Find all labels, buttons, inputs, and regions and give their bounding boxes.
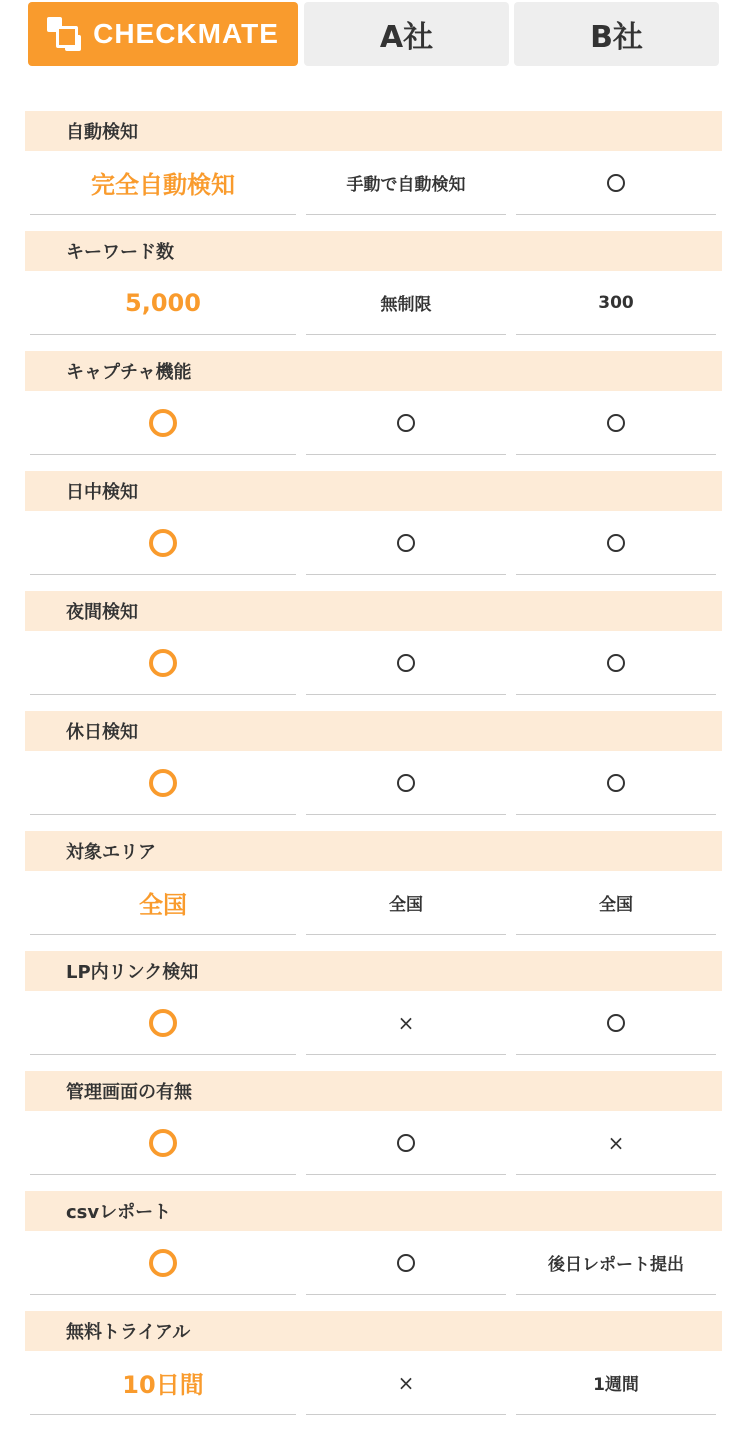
row-header [25,591,722,631]
checkmate-value [30,631,296,695]
row-header [25,231,722,271]
checkmate-value [30,1231,296,1295]
row-header [25,1191,722,1231]
value-text: 後日レポート提出 [548,1255,684,1275]
cross-mark-icon: × [397,1010,415,1035]
cross-mark-icon: × [607,1130,625,1155]
comparison-row [0,1311,750,1431]
row-header [25,951,722,991]
row-header [25,831,722,871]
circle-mark-icon [397,774,415,792]
comparison-row [0,591,750,711]
circle-mark-icon [397,534,415,552]
company-b-value [516,511,716,575]
company-a-value [306,391,506,455]
circle-mark-icon [397,654,415,672]
checkmate-value [30,511,296,575]
cross-mark-icon: × [397,1370,415,1395]
company-a-value [306,631,506,695]
circle-mark-icon [397,1134,415,1152]
checkmate-value [30,271,296,335]
company-b-value [516,1351,716,1415]
circle-mark-icon [607,174,625,192]
comparison-row [0,471,750,591]
company-b-value [516,631,716,695]
value-text: 完全自動検知 [91,171,235,199]
value-text: 5,000 [125,288,201,317]
checkmate-value [30,151,296,215]
company-a-value [306,151,506,215]
comparison-row [0,951,750,1071]
circle-mark-icon [149,409,177,437]
circle-mark-icon [607,1014,625,1032]
company-a-header: A社 [304,2,509,66]
checkmate-value [30,391,296,455]
row-label: 夜間検知 [66,602,138,623]
row-header [25,351,722,391]
company-b-header: B社 [514,2,719,66]
checkmate-brand-header [28,2,298,66]
company-a-value [306,871,506,935]
checkmate-value [30,1111,296,1175]
row-header [25,1311,722,1351]
comparison-header [0,2,750,68]
company-b-value [516,991,716,1055]
value-text: 10日間 [122,1371,204,1399]
company-a-value [306,991,506,1055]
comparison-row [0,111,750,231]
value-text: 全国 [139,891,187,919]
company-b-value [516,1111,716,1175]
value-text: 1週間 [593,1375,639,1395]
row-label: キャプチャ機能 [66,362,192,383]
row-label: 管理画面の有無 [66,1082,192,1103]
comparison-row [0,351,750,471]
row-label: キーワード数 [66,242,174,263]
company-a-value [306,271,506,335]
row-label: 休日検知 [66,722,138,743]
company-a-value [306,1111,506,1175]
comparison-row [0,1191,750,1311]
row-label: 自動検知 [66,122,138,143]
circle-mark-icon [607,414,625,432]
company-b-value [516,151,716,215]
company-b-value [516,751,716,815]
checkmate-value [30,751,296,815]
circle-mark-icon [607,654,625,672]
circle-mark-icon [149,529,177,557]
circle-mark-icon [149,1129,177,1157]
company-b-value [516,271,716,335]
circle-mark-icon [149,1009,177,1037]
value-text: 無制限 [380,295,432,315]
circle-mark-icon [149,769,177,797]
row-header [25,711,722,751]
company-b-value [516,1231,716,1295]
row-label: 日中検知 [66,482,138,503]
value-text: 全国 [389,895,423,915]
company-b-value [516,871,716,935]
row-label: 対象エリア [66,842,156,863]
company-b-value [516,391,716,455]
row-header [25,1071,722,1111]
value-text: 全国 [599,895,633,915]
circle-mark-icon [149,1249,177,1277]
comparison-row [0,1071,750,1191]
checkmate-value [30,1351,296,1415]
circle-mark-icon [607,534,625,552]
value-text: 300 [598,292,634,313]
brand-name: CHECKMATE [93,18,279,49]
checkmate-logo-icon [47,17,81,51]
company-a-value [306,751,506,815]
row-header [25,111,722,151]
company-a-value [306,1231,506,1295]
row-label: csvレポート [66,1202,172,1223]
row-header [25,471,722,511]
value-text: 手動で自動検知 [346,175,466,195]
comparison-row [0,231,750,351]
company-a-value [306,511,506,575]
company-a-value [306,1351,506,1415]
circle-mark-icon [397,414,415,432]
comparison-row [0,711,750,831]
row-label: LP内リンク検知 [66,962,199,983]
checkmate-value [30,991,296,1055]
row-label: 無料トライアル [66,1322,191,1343]
circle-mark-icon [149,649,177,677]
checkmate-value [30,871,296,935]
comparison-row [0,831,750,951]
circle-mark-icon [607,774,625,792]
circle-mark-icon [397,1254,415,1272]
